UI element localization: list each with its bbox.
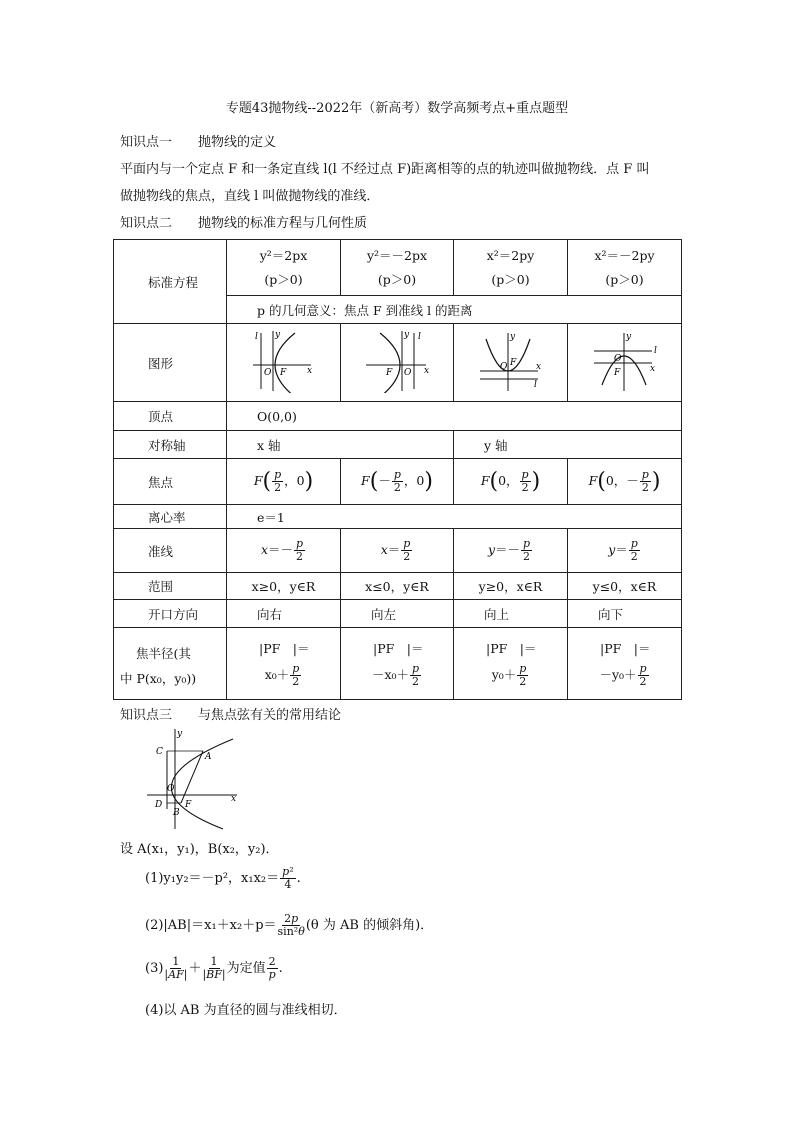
result-3: (3) $\frac{1}{|AF|}$ ＋ $\frac{1}{|BF|}$ 为定值 $\frac{2}{p}$ . — [145, 955, 283, 981]
row-label-ecc: 离心率 — [114, 505, 227, 529]
range-cell: x≥0，y∈R — [227, 573, 341, 600]
table-row — [114, 459, 682, 505]
table-cell — [568, 324, 682, 402]
condition: (p＞0) — [377, 271, 417, 287]
definition-line2: 做抛物线的焦点，直线 l 叫做抛物线的准线． — [120, 189, 380, 204]
axis-y: y 轴 — [454, 431, 682, 459]
directrix-cell: x＝－ $\frac{p}{2}$ — [227, 529, 341, 573]
radius-cell: |PF |＝ －x₀＋ $\frac{p}{2}$ — [341, 628, 454, 700]
svg-text:y: y — [509, 332, 515, 342]
section2-title: 抛物线的标准方程与几何性质 — [198, 216, 368, 231]
focus-cell: F( $\frac{p}{2}$ ，0) — [227, 459, 341, 505]
table-row — [114, 505, 682, 529]
radius-label-1: 焦半径(其 — [136, 645, 191, 661]
parabola-left-figure — [362, 329, 432, 393]
svg-text:F: F — [509, 358, 516, 368]
radius-lead: －x₀＋ — [371, 667, 409, 682]
svg-text:O: O — [263, 368, 271, 378]
directrix-cell: x＝ $\frac{p}{2}$ — [341, 529, 454, 573]
table-row — [114, 431, 682, 459]
section1-label: 知识点一 — [120, 135, 173, 150]
svg-text:O: O — [613, 354, 621, 364]
p-meaning: p 的几何意义：焦点 F 到准线 l 的距离 — [227, 296, 682, 324]
svg-text:F: F — [185, 800, 192, 810]
row-label-axis: 对称轴 — [114, 431, 227, 459]
table-cell — [227, 324, 341, 402]
ecc-value: e＝1 — [227, 505, 682, 529]
svg-text:O: O — [499, 362, 507, 372]
focal-chord-figure — [145, 727, 240, 832]
result-3-num: (3) — [145, 961, 164, 976]
focus-cell: F(0， $\frac{p}{2}$ ) — [454, 459, 568, 505]
svg-text:F: F — [279, 368, 286, 378]
section3-title: 与焦点弦有关的常用结论 — [198, 708, 342, 723]
svg-text:F: F — [386, 368, 393, 378]
svg-text:A: A — [205, 752, 212, 762]
directrix-cell: y＝－ $\frac{p}{2}$ — [454, 529, 568, 573]
radius-top: |PF |＝ — [259, 641, 310, 656]
svg-text:l: l — [418, 332, 421, 342]
svg-text:x: x — [306, 366, 312, 376]
condition: (p＞0) — [605, 271, 644, 287]
svg-text:x: x — [649, 364, 655, 374]
table-cell — [454, 324, 568, 402]
range-cell: x≤0，y∈R — [341, 573, 454, 600]
result-1-text: (1)y₁y₂＝－p²，x₁x₂＝ — [145, 871, 280, 886]
row-label-std: 标准方程 — [114, 240, 227, 324]
equation: x²＝2py — [486, 247, 535, 263]
focus-cell: F(－ $\frac{p}{2}$ ，0) — [341, 459, 454, 505]
table-row — [114, 529, 682, 573]
section3-label: 知识点三 — [120, 708, 173, 723]
open-cell: 向下 — [568, 600, 682, 628]
svg-text:C: C — [156, 747, 163, 757]
equation: x²＝－2py — [594, 247, 655, 263]
svg-text:y: y — [177, 729, 183, 739]
table-cell — [454, 240, 568, 296]
svg-text:O: O — [167, 784, 175, 794]
table-row — [114, 240, 682, 296]
radius-lead: －y₀＋ — [599, 667, 637, 682]
table-row — [114, 324, 682, 402]
parabola-down-figure — [590, 329, 660, 393]
axis-x: x 轴 — [227, 431, 454, 459]
table-cell — [341, 324, 454, 402]
parabola-up-figure — [476, 329, 546, 393]
focus-cell: F(0，－ $\frac{p}{2}$ ) — [568, 459, 682, 505]
svg-text:x: x — [424, 366, 430, 376]
svg-text:y: y — [625, 332, 631, 342]
svg-text:y: y — [404, 330, 410, 340]
properties-table — [113, 239, 682, 700]
vertex-value: O(0,0) — [227, 402, 682, 431]
result-4: (4)以 AB 为直径的圆与准线相切． — [145, 1003, 347, 1018]
radius-cell: |PF |＝ －y₀＋ $\frac{p}{2}$ — [568, 628, 682, 700]
table-cell — [341, 240, 454, 296]
result-1: (1)y₁y₂＝－p²，x₁x₂＝ $\frac{\text{p²}}{4}$ . — [145, 865, 301, 891]
section1-title: 抛物线的定义 — [198, 135, 277, 150]
table-row — [114, 402, 682, 431]
row-label-range: 范围 — [114, 573, 227, 600]
table-cell — [568, 240, 682, 296]
section2-label: 知识点二 — [120, 216, 173, 231]
radius-top: |PF |＝ — [373, 641, 424, 656]
radius-top: |PF |＝ — [600, 641, 651, 656]
section2-heading — [120, 214, 367, 234]
directrix-cell: y＝ $\frac{p}{2}$ — [568, 529, 682, 573]
row-label-directrix: 准线 — [114, 529, 227, 573]
result-2-text: (2)|AB|＝x₁＋x₂＋p＝ — [145, 918, 277, 933]
svg-text:F: F — [613, 368, 620, 378]
result-2: (2)|AB|＝x₁＋x₂＋p＝ $\frac{2p}{\text{sin²θ}}$ (θ 为 AB 的倾斜角)． — [145, 912, 434, 938]
row-label-focus: 焦点 — [114, 459, 227, 505]
svg-text:l: l — [533, 380, 537, 390]
parabola-right-figure — [249, 329, 319, 393]
result-2-note: (θ 为 AB 的倾斜角)． — [305, 918, 434, 933]
row-label-radius — [114, 628, 227, 700]
radius-lead: x₀＋ — [264, 667, 290, 682]
definition-line1: 平面内与一个定点 F 和一条定直线 l(l 不经过点 F)距离相等的点的轨迹叫做抛物线．点 F 叫 — [120, 162, 650, 177]
row-label-vertex: 顶点 — [114, 402, 227, 431]
svg-text:B: B — [173, 808, 180, 818]
svg-text:x: x — [535, 362, 541, 372]
table-cell — [227, 240, 341, 296]
section1-heading — [120, 133, 276, 153]
svg-text:l: l — [653, 346, 657, 356]
range-cell: y≥0，x∈R — [454, 573, 568, 600]
radius-top: |PF |＝ — [486, 641, 537, 656]
condition: (p＞0) — [491, 271, 530, 287]
radius-cell: |PF |＝ x₀＋ $\frac{p}{2}$ — [227, 628, 341, 700]
open-cell: 向左 — [341, 600, 454, 628]
radius-cell: |PF |＝ y₀＋ $\frac{p}{2}$ — [454, 628, 568, 700]
svg-text:D: D — [155, 800, 163, 810]
table-row — [114, 573, 682, 600]
svg-text:y: y — [274, 330, 280, 340]
open-cell: 向右 — [227, 600, 341, 628]
equation: y²＝2px — [259, 247, 308, 263]
radius-label-2: 中 P(x₀，y₀)) — [120, 670, 197, 686]
svg-text:l: l — [254, 332, 258, 342]
svg-text:O: O — [404, 368, 412, 378]
page-title: 专题43抛物线--2022年（新高考）数学高频考点+重点题型 — [225, 101, 569, 116]
equation: y²＝－2px — [366, 247, 428, 263]
chord-setup: 设 A(x₁，y₁)，B(x₂，y₂)． — [120, 842, 279, 857]
radius-lead: y₀＋ — [491, 667, 517, 682]
open-cell: 向上 — [454, 600, 568, 628]
condition: (p＞0) — [264, 271, 303, 287]
table-row — [114, 600, 682, 628]
svg-text:x: x — [231, 794, 237, 804]
table-row — [114, 628, 682, 700]
row-label-open: 开口方向 — [114, 600, 227, 628]
row-label-fig: 图形 — [114, 324, 227, 402]
result-3-text: 为定值 — [226, 961, 266, 976]
range-cell: y≤0，x∈R — [568, 573, 682, 600]
section3-heading — [120, 706, 341, 726]
